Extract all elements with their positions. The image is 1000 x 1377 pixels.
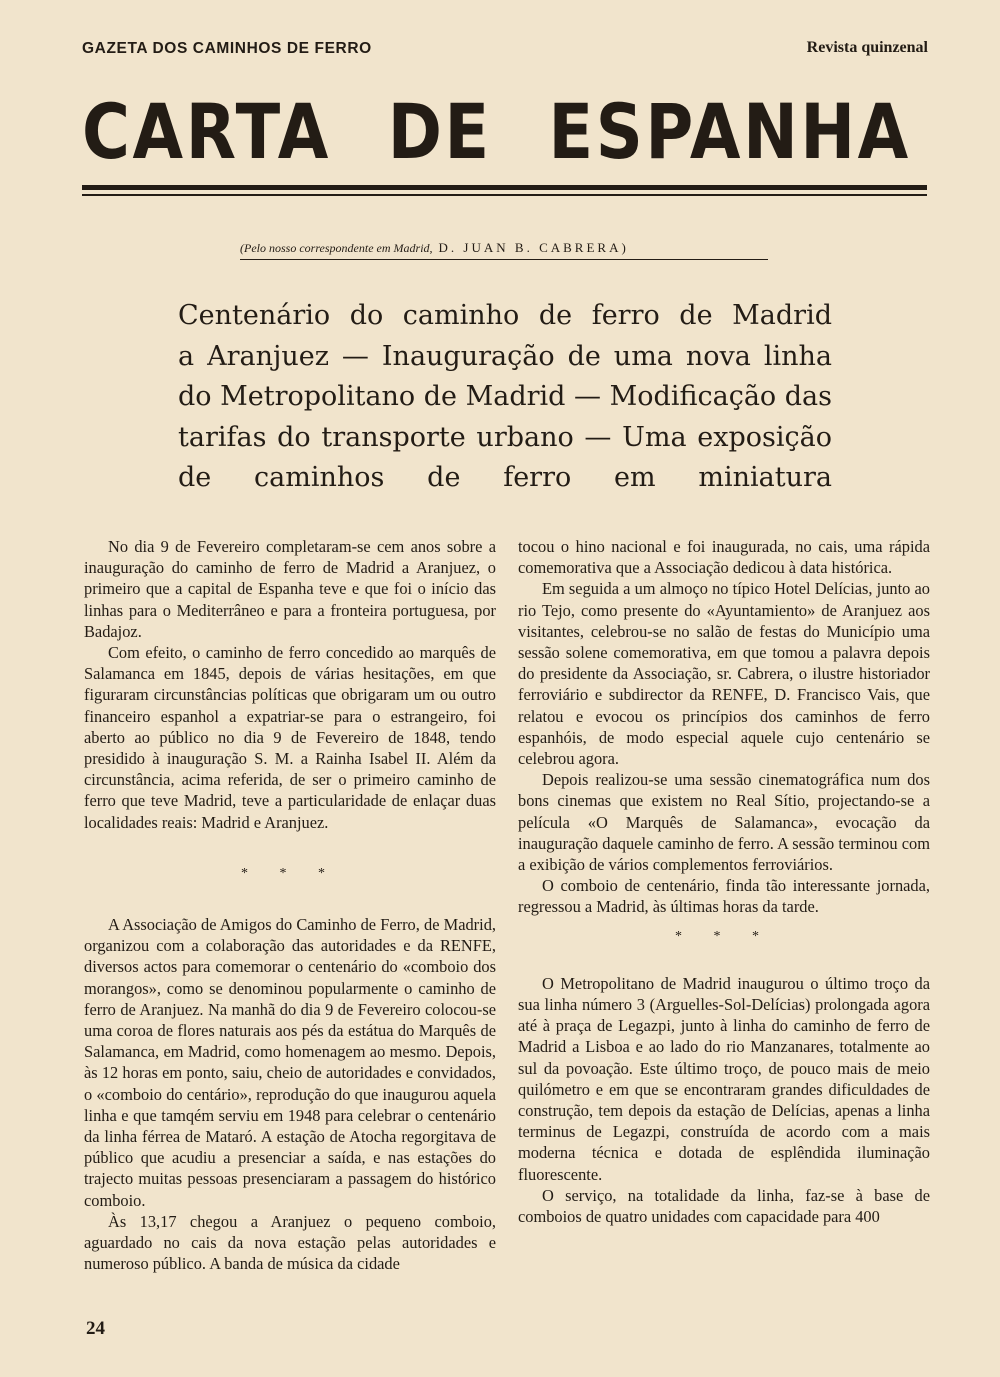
byline-prefix: (Pelo nosso correspondente em Madrid,	[240, 241, 433, 255]
section-separator: * * *	[241, 865, 339, 881]
paragraph: Em seguida a um almoço no típico Hotel Delícias, junto ao rio Tejo, como presente do «Ayuntamiento» de Aranjuez aos visitantes, celebrou-se no salão de festas do Município uma sessão solene comemorativa, em que tomou a palavra depois do presidente da Associação, sr. Cabrera, o ilustre historiador ferroviário e subdirector da RENFE, D. Francisco Vais, que relatou e evocou os princípios dos caminhos de ferro espanhóis, de modo especial aquele cujo centenário se celebrou agora.	[518, 579, 930, 769]
subtitle-line: tarifas do transporte urbano — Uma exposição	[178, 421, 832, 453]
paragraph: No dia 9 de Fevereiro completaram-se cem anos sobre a inauguração do caminho de ferro de Madrid a Aranjuez, o primeiro que a capital de Espanha teve e que foi o início das linhas para o Mediterrâneo e para a fronteira portuguesa, por Badajoz.	[84, 537, 496, 641]
paragraph: Às 13,17 chegou a Aranjuez o pequeno comboio, aguardado no cais da nova estação pelas autoridades e numeroso público. A banda de música da cidade	[84, 1211, 496, 1274]
subtitle-line: Centenário do caminho de ferro de Madrid	[178, 300, 832, 331]
byline	[240, 240, 768, 260]
subtitle-line: do Metropolitano de Madrid — Modificação das	[178, 381, 832, 413]
publication-frequency: Revista quinzenal	[806, 39, 928, 56]
byline-author: D. JUAN B. CABRERA)	[438, 240, 629, 255]
title-word-espanha: ESPANHA	[548, 87, 911, 176]
paragraph: Com efeito, o caminho de ferro concedido ao marquês de Salamanca em 1845, depois de várias hesitações, em que figuraram circunstâncias políticas que obrigaram um ou outro financeiro espanhol a expatriar-se para o estrangeiro, foi aberto ao público no dia 9 de Fevereiro de 1848, tendo presidido à inauguração S. M. a Rainha Isabel II. Além da circunstância, acima referida, de ser o primeiro caminho de ferro que teve Madrid, teve a particularidade de enlaçar duas localidades reais: Madrid e Aranjuez.	[84, 643, 496, 832]
title-rule-thin	[82, 194, 927, 196]
paragraph: O Metropolitano de Madrid inaugurou o último troço da sua linha número 3 (Arguelles-Sol-Delícias) prolongada agora até à praça de Legazpi, junto à linha do caminho de ferro de Madrid a Lisboa e ao lado do rio Manzanares, totalmente ao sul da povoação. Este último troço, de pouco mais de meio quilómetro e em que se encontraram grandes dificuldades de construção, tem depois da estação de Delícias, apenas a linha terminus de Legazpi, construída de acordo com a mais moderna técnica e dotada de esplêndida iluminação fluorescente.	[518, 973, 930, 1184]
section-separator: * * *	[675, 928, 773, 944]
article-title	[82, 87, 911, 176]
right-column	[518, 536, 930, 1227]
paragraph: O comboio de centenário, finda tão interessante jornada, regressou a Madrid, às últimas horas da tarde.	[518, 876, 930, 917]
subtitle-line: a Aranjuez — Inauguração de uma nova linha	[178, 340, 832, 372]
subtitle-line: de caminhos de ferro em miniatura	[178, 462, 832, 494]
paragraph: Depois realizou-se uma sessão cinematográfica num dos bons cinemas que existem no Real Sítio, projectando-se a película «O Marquês de Salamanca», evocação da inauguração daquele caminho de ferro. A sessão terminou com a exibição de vários complementos ferroviários.	[518, 770, 930, 875]
left-column	[84, 536, 496, 1275]
paragraph: tocou o hino nacional e foi inaugurada, no cais, uma rápida comemorativa que a Associação dedicou à data histórica.	[518, 537, 930, 578]
paragraph: O serviço, na totalidade da linha, faz-se à base de comboios de quatro unidades com capacidade para 400	[518, 1185, 930, 1227]
title-word-carta: CARTA	[82, 87, 331, 176]
article-subtitle	[178, 296, 832, 499]
title-rule-thick	[82, 185, 927, 190]
title-word-de: DE	[387, 87, 492, 176]
page-number: 24	[86, 1318, 105, 1339]
publication-name: GAZETA DOS CAMINHOS DE FERRO	[82, 40, 372, 57]
paragraph: A Associação de Amigos do Caminho de Ferro, de Madrid, organizou com a colaboração das autoridades e da RENFE, diversos actos para comemorar o centenário do «comboio dos morangos», como se denominou popularmente o caminho de ferro de Aranjuez. Na manhã do dia 9 de Fevereiro colocou-se uma coroa de flores naturais aos pés da estátua do Marquês de Salamanca, em Madrid, como homenagem ao mesmo. Depois, às 12 horas em ponto, saiu, cheio de autoridades e convidados, o «comboio do centário», reprodução do que inaugurou aquela linha e que tamqém serviu em 1948 para celebrar o centenário da linha férrea de Mataró. A estação de Atocha regorgitava de público que acudiu a presenciar a saída, e nas estações do trajecto muitas pessoas presenciaram a passagem do histórico comboio.	[84, 915, 496, 1210]
